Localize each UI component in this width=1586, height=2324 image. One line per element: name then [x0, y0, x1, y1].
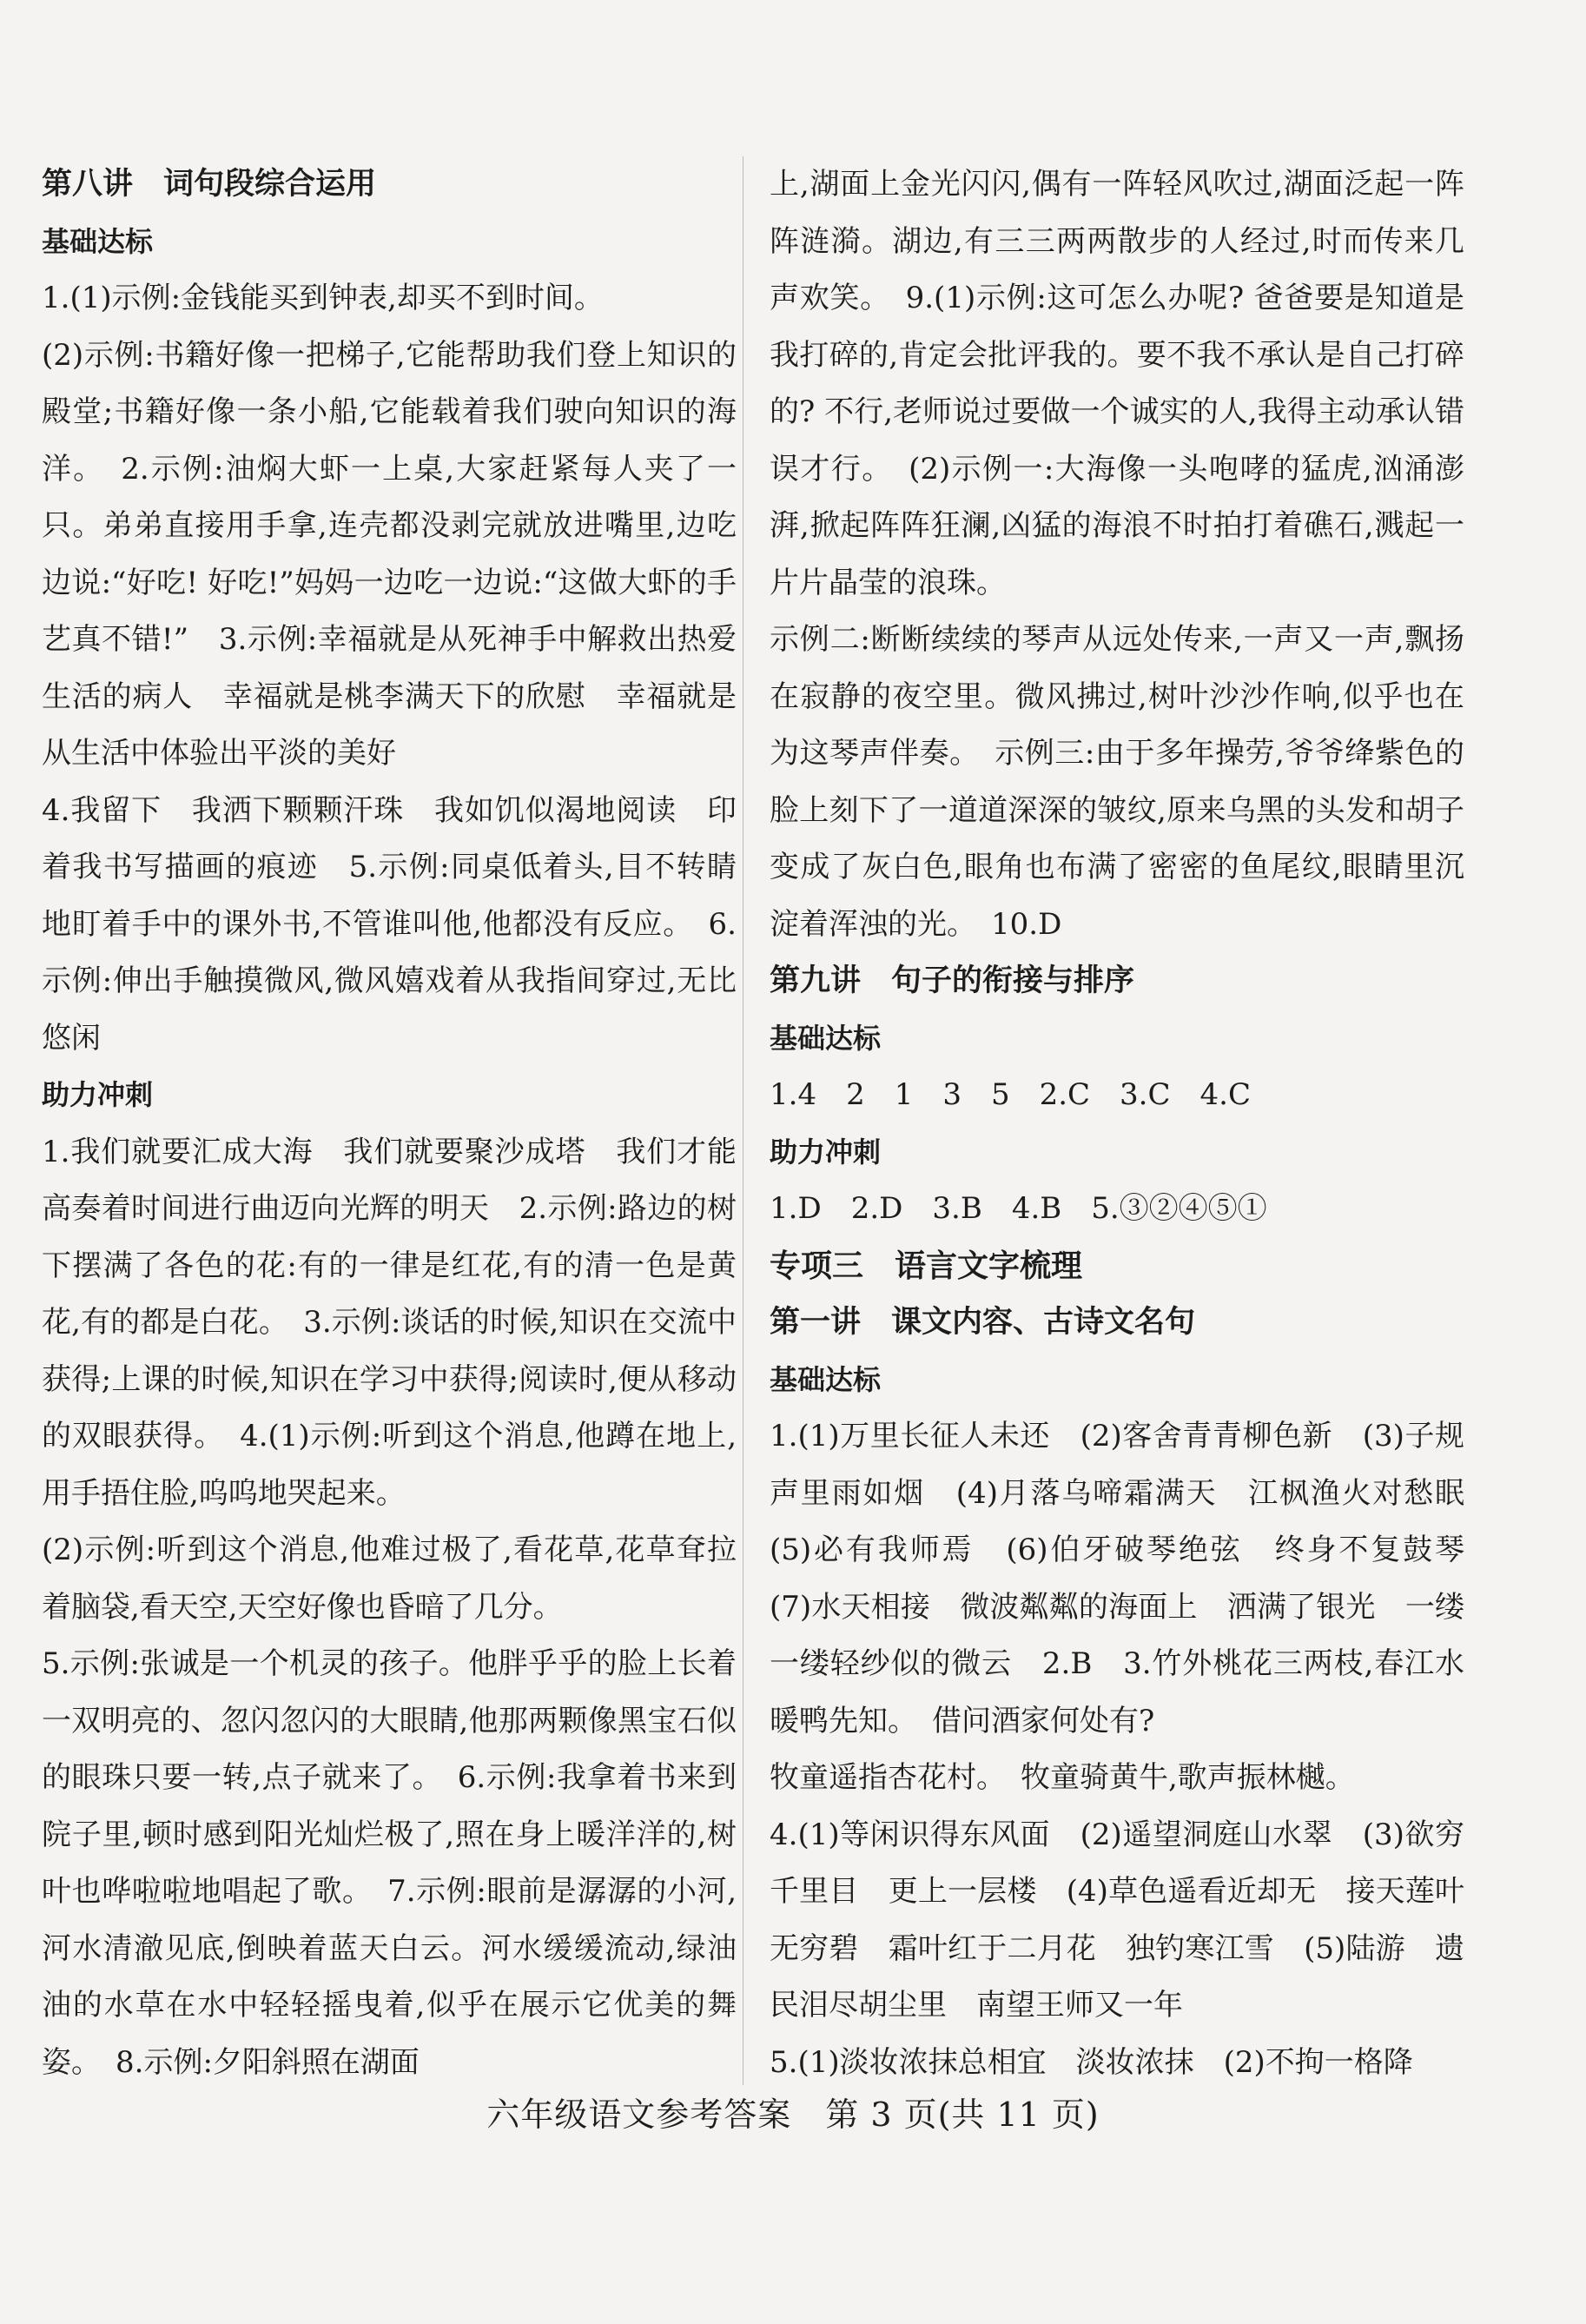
answer-paragraph: 4.我留下 我洒下颗颗汗珠 我如饥似渴地阅读 印着我书写描画的痕迹 5.示例:同桌低着头,目不转睛地盯着手中的课外书,不管谁叫他,他都没有反应。 6.示例:伸出手触摸微风,微风嬉戏着从我指间穿过,无比悠闲	[42, 792, 737, 1056]
answer-paragraph: 示例二:断断续续的琴声从远处传来,一声又一声,飘扬在寂静的夜空里。微风拂过,树叶沙沙作响,似乎也在为这琴声伴奏。 示例三:由于多年操劳,爷爷绛紫色的脸上刻下了一道道深深的皱纹,原来乌黑的头发和胡子变成了灰白色,眼角也布满了密密的鱼尾纹,眼睛里沉淀着浑浊的光。 10.D	[770, 622, 1464, 942]
section-sprint: 助力冲刺	[42, 1078, 154, 1111]
answer-paragraph: (2)示例:书籍好像一把梯子,它能帮助我们登上知识的殿堂;书籍好像一条小船,它能载着我们驶向知识的海洋。 2.示例:油焖大虾一上桌,大家赶紧每人夹了一只。弟弟直接用手拿,连壳都没剥完就放进嘴里,边吃边说:“好吃! 好吃!”妈妈一边吃一边说:“这做大虾的手艺真不错!” 3.示例:幸福就是从死神手中解救出热爱生活的病人 幸福就是桃李满天下的欣慰 幸福就是从生活中体验出平淡的美好	[42, 337, 737, 771]
answer-paragraph: 5.(1)淡妆浓抹总相宜 淡妆浓抹 (2)不拘一格降	[770, 2044, 1413, 2080]
answer-paragraph: (2)示例:听到这个消息,他难过极了,看花草,花草耷拉着脑袋,看天空,天空好像也昏暗了几分。	[42, 1533, 737, 1625]
section-basic: 基础达标	[770, 1021, 882, 1055]
answer-paragraph: 1.我们就要汇成大海 我们就要聚沙成塔 我们才能高奏着时间进行曲迈向光辉的明天 2.示例:路边的树下摆满了各色的花:有的一律是红花,有的清一色是黄花,有的都是白花。 3.示例:谈话的时候,知识在交流中获得;上课的时候,知识在学习中获得;阅读时,便从移动的双眼获得。 4.(1)示例:听到这个消息,他蹲在地上,用手捂住脸,呜呜地哭起来。	[42, 1134, 737, 1511]
answer-paragraph: 1.(1)示例:金钱能买到钟表,却买不到时间。	[42, 281, 604, 315]
answer-paragraph: 上,湖面上金光闪闪,偶有一阵轻风吹过,湖面泛起一阵阵涟漪。湖边,有三三两两散步的人经过,时而传来几声欢笑。 9.(1)示例:这可怎么办呢? 爸爸要是知道是我打碎的,肯定会批评我的。要不我不承认是自己打碎的? 不行,老师说过要做一个诚实的人,我得主动承认错误才行。 (2)示例一:大海像一头咆哮的猛虎,汹涌澎湃,掀起阵阵狂澜,凶猛的海浪不时拍打着礁石,溅起一片片晶莹的浪珠。	[770, 167, 1464, 600]
answer-paragraph: 1.D 2.D 3.B 4.B 5.③②④⑤①	[770, 1191, 1267, 1226]
right-column	[770, 156, 1494, 2091]
answer-paragraph: 牧童遥指杏花村。 牧童骑黄牛,歌声振林樾。	[770, 1760, 1355, 1795]
page-footer: 六年级语文参考答案 第 3 页(共 11 页)	[486, 2096, 1100, 2134]
answer-paragraph: 5.示例:张诚是一个机灵的孩子。他胖乎乎的脸上长着一双明亮的、忽闪忽闪的大眼睛,他那两颗像黑宝石似的眼珠只要一转,点子就来了。 6.示例:我拿着书来到院子里,顿时感到阳光灿烂极了,照在身上暖洋洋的,树叶也哗啦啦地唱起了歌。 7.示例:眼前是潺潺的小河,河水清澈见底,倒映着蓝天白云。河水缓缓流动,绿油油的水草在水中轻轻摇曳着,似乎在展示它优美的舞姿。 8.示例:夕阳斜照在湖面	[42, 1646, 737, 2080]
section-basic: 基础达标	[770, 1362, 882, 1396]
section-basic: 基础达标	[42, 224, 154, 258]
section-sprint: 助力冲刺	[770, 1135, 882, 1169]
left-column	[42, 156, 737, 2091]
lecture-1-title: 第一讲 课文内容、古诗文名句	[770, 1305, 1196, 1340]
answer-paragraph: 1.(1)万里长征人未还 (2)客舍青青柳色新 (3)子规声里雨如烟 (4)月落乌啼霜满天 江枫渔火对愁眠 (5)必有我师焉 (6)伯牙破琴绝弦 终身不复鼓琴 (7)水天相接 微波粼粼的海面上 洒满了银光 一缕一缕轻纱似的微云 2.B 3.竹外桃花三两枝,春江水暖鸭先知。 借问酒家何处有?	[770, 1419, 1494, 1738]
answer-paragraph: 1.4 2 1 3 5 2.C 3.C 4.C	[770, 1077, 1251, 1112]
answer-paragraph: 4.(1)等闲识得东风面 (2)遥望洞庭山水翠 (3)欲穷千里目 更上一层楼 (4)草色遥看近却无 接天莲叶无穷碧 霜叶红于二月花 独钓寒江雪 (5)陆游 遗民泪尽胡尘里 南望王师又一年	[770, 1817, 1464, 2023]
special-topic-title: 专项三 语言文字梳理	[770, 1248, 1083, 1284]
lecture-8-title: 第八讲 词句段综合运用	[42, 167, 377, 202]
lecture-9-title: 第九讲 句子的衔接与排序	[770, 963, 1135, 998]
